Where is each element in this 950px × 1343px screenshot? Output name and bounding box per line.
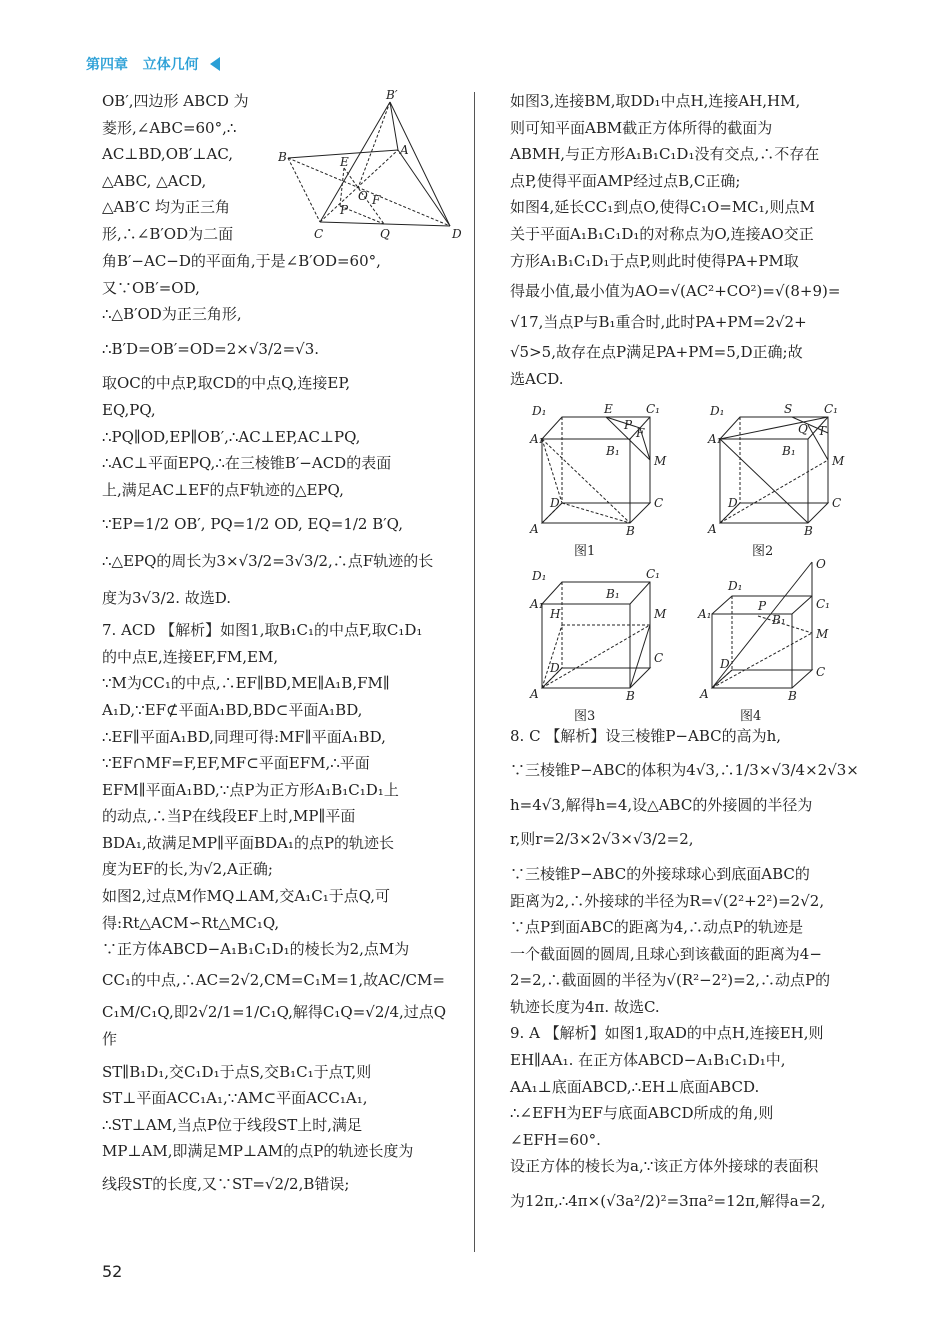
chapter-title: 立体几何 <box>142 57 199 73</box>
svg-text:D: D <box>720 656 730 671</box>
question-8-line <box>510 723 868 750</box>
text-line: ∴△EPQ的周长为3×√3/2=3√3/2,∴点F轨迹的长 <box>102 551 434 570</box>
svg-text:C: C <box>654 495 664 510</box>
svg-text:A₁: A₁ <box>698 606 712 621</box>
chapter-header <box>86 54 220 74</box>
figure-4 <box>697 557 830 723</box>
svg-text:A: A <box>530 521 539 536</box>
svg-text:A: A <box>700 686 709 701</box>
svg-text:B: B <box>788 688 797 703</box>
text-line: ∴∠EFH为EF与底面ABCD所成的角,则 <box>510 1104 774 1123</box>
text-line: 菱形,∠ABC=60°,∴ <box>102 118 237 137</box>
svg-text:D: D <box>728 495 738 510</box>
text-line: ∴PQ∥OD,EP∥OB′,∴AC⊥EP,AC⊥PQ, <box>102 427 361 446</box>
svg-text:E: E <box>340 155 349 169</box>
svg-text:C: C <box>816 664 826 679</box>
svg-text:B₁: B₁ <box>772 612 786 627</box>
text-line: ∵EF∩MF=F,EF,MF⊂平面EFM,∴平面 <box>102 754 370 773</box>
svg-text:D: D <box>452 227 462 241</box>
figure-2 <box>707 402 845 559</box>
text-line: C₁M/C₁Q,即2√2/1=1/C₁Q,解得C₁Q=√2/4,过点Q作 <box>102 1003 447 1049</box>
svg-text:O: O <box>816 556 826 571</box>
text-line: AA₁⊥底面ABCD,∴EH⊥底面ABCD. <box>510 1077 760 1096</box>
text-line: 关于平面A₁B₁C₁D₁的对称点为O,连接AO交正 <box>510 224 814 243</box>
text-line: 轨迹长度为4π. 故选C. <box>510 997 660 1016</box>
text-line: ∠EFH=60°. <box>510 1130 601 1149</box>
svg-text:Q: Q <box>380 227 390 241</box>
svg-text:C₁: C₁ <box>824 401 838 416</box>
text-line: h=4√3,解得h=4,设△ABC的外接圆的半径为 <box>510 795 813 814</box>
text-line: √5>5,故存在点P满足PA+PM=5,D正确;故 <box>510 343 803 362</box>
text-line: 取OC的中点P,取CD的中点Q,连接EP, <box>102 374 351 393</box>
left-column <box>102 88 462 1204</box>
text-line: 如图2,过点M作MQ⊥AM,交A₁C₁于点Q,可 <box>102 887 391 906</box>
svg-text:B′: B′ <box>386 88 398 102</box>
text-line: ABMH,与正方形A₁B₁C₁D₁没有交点,∴不存在 <box>510 145 820 164</box>
svg-text:C₁: C₁ <box>646 401 660 416</box>
text-line: ∵三棱锥P−ABC的体积为4√3,∴1/3×√3/4×2√3× <box>510 761 859 780</box>
text-line: 方形A₁B₁C₁D₁于点P,则此时使得PA+PM取 <box>510 251 799 270</box>
svg-text:A: A <box>708 521 717 536</box>
text-line: ∴B′D=OB′=OD=2×√3/2=√3. <box>102 339 320 358</box>
svg-text:A₁: A₁ <box>530 596 544 611</box>
svg-text:Q: Q <box>798 421 808 436</box>
text-line: BDA₁,故满足MP∥平面BDA₁的点P的轨迹长 <box>102 833 395 852</box>
text-line: MP⊥AM,即满足MP⊥AM的点P的轨迹长度为 <box>102 1142 414 1161</box>
text-line: 选ACD. <box>510 369 564 388</box>
text-line: ∴AC⊥平面EPQ,∴在三棱锥B′−ACD的表面 <box>102 454 392 473</box>
svg-text:C₁: C₁ <box>816 596 830 611</box>
text-line: OB′,四边形 ABCD 为 <box>102 92 249 110</box>
text-line: 距离为2,∴外接球的半径为R=√(2²+2²)=2√2, <box>510 891 825 910</box>
svg-text:A: A <box>400 143 409 157</box>
svg-text:A₁: A₁ <box>530 431 544 446</box>
text-line: △ABC, △ACD, <box>102 171 207 190</box>
text-line: ST∥B₁D₁,交C₁D₁于点S,交B₁C₁于点T,则 <box>102 1062 372 1081</box>
text-line: 如图4,延长CC₁到点O,使得C₁O=MC₁,则点M <box>510 198 815 217</box>
chapter-number: 第四章 <box>86 57 128 73</box>
text-line: 9. A 【解析】如图1,取AD的中点H,连接EH,则 <box>510 1024 824 1043</box>
column-divider <box>474 92 475 1252</box>
figure-2-caption: 图2 <box>752 543 774 559</box>
text-line: CC₁的中点,∴AC=2√2,CM=C₁M=1,故AC/CM= <box>102 970 445 989</box>
svg-text:H: H <box>550 606 561 621</box>
text-line: √17,当点P与B₁重合时,此时PA+PM=2√2+ <box>510 312 807 331</box>
figure-3-caption: 图3 <box>574 708 596 723</box>
svg-text:D₁: D₁ <box>532 403 547 418</box>
svg-text:F: F <box>372 193 381 207</box>
text-line: 则可知平面ABM截正方体所得的截面为 <box>510 118 773 137</box>
text-line: ∵正方体ABCD−A₁B₁C₁D₁的棱长为2,点M为 <box>102 940 410 959</box>
page-number: 52 <box>102 1262 123 1281</box>
text-line: 一个截面圆的圆周,且球心到该截面的距离为4− <box>510 944 822 963</box>
text-line: ∵三棱锥P−ABC的外接球球心到底面ABC的 <box>510 864 810 883</box>
pyramid-figure <box>278 88 463 248</box>
svg-text:P: P <box>758 598 767 613</box>
text-line: 度为3√3/2. 故选D. <box>102 588 232 607</box>
text-line: 为12π,∴4π×(√3a²/2)²=3πa²=12π,解得a=2, <box>510 1192 826 1211</box>
svg-text:D: D <box>550 660 560 675</box>
question-7-line <box>102 617 458 644</box>
svg-text:P: P <box>340 203 349 217</box>
svg-text:B: B <box>804 523 813 538</box>
svg-text:B₁: B₁ <box>606 586 620 601</box>
svg-text:E: E <box>604 401 613 416</box>
text-line: r,则r=2/3×2√3×√3/2=2, <box>510 830 694 849</box>
figure-1 <box>529 402 667 559</box>
text-line: 又∵OB′=OD, <box>102 278 200 297</box>
svg-text:B₁: B₁ <box>782 443 796 458</box>
right-column <box>510 88 868 1223</box>
text-line: 点P,使得平面AMP经过点B,C正确; <box>510 171 741 190</box>
text-line: 如图3,连接BM,取DD₁中点H,连接AH,HM, <box>510 92 801 110</box>
svg-text:B: B <box>626 523 635 538</box>
svg-text:D: D <box>550 495 560 510</box>
svg-text:C: C <box>832 495 842 510</box>
text-line: 的动点,∴当P在线段EF上时,MP∥平面 <box>102 807 356 826</box>
text-line: 2=2,∴截面圆的半径为√(R²−2²)=2,∴动点P的 <box>510 971 831 990</box>
svg-text:S: S <box>784 401 793 416</box>
svg-text:F: F <box>636 425 645 440</box>
svg-text:B₁: B₁ <box>606 443 620 458</box>
text-line: 设正方体的棱长为a,∵该正方体外接球的表面积 <box>510 1157 819 1176</box>
text-line: △AB′C 均为正三角 <box>102 198 231 217</box>
svg-text:D₁: D₁ <box>710 403 725 418</box>
svg-text:P: P <box>624 417 633 432</box>
text-line: 7. ACD 【解析】如图1,取B₁C₁的中点F,取C₁D₁ <box>102 621 423 640</box>
text-line: ∴△B′OD为正三角形, <box>102 305 242 324</box>
svg-text:C: C <box>654 650 664 665</box>
text-line: 8. C 【解析】设三棱锥P−ABC的高为h, <box>510 726 782 745</box>
text-line: 角B′−AC−D的平面角,于是∠B′OD=60°, <box>102 252 381 270</box>
triangle-marker-icon <box>210 57 220 71</box>
text-line: 的中点E,连接EF,FM,EM, <box>102 647 279 666</box>
svg-text:O: O <box>358 189 368 203</box>
text-line: 形,∴∠B′OD为二面 <box>102 224 234 243</box>
svg-text:B: B <box>278 150 287 164</box>
text-line: 线段ST的长度,又∵ST=√2/2,B错误; <box>102 1175 350 1193</box>
text-line: 得最小值,最小值为AO=√(AC²+CO²)=√(8+9)= <box>510 282 841 301</box>
text-line: AC⊥BD,OB′⊥AC, <box>102 145 234 164</box>
text-line: ST⊥平面ACC₁A₁,∵AM⊂平面ACC₁A₁, <box>102 1089 368 1108</box>
svg-text:M: M <box>654 606 667 621</box>
figure-3 <box>529 567 667 723</box>
svg-text:B: B <box>626 688 635 703</box>
text-line: ∴ST⊥AM,当点P位于线段ST上时,满足 <box>102 1115 363 1134</box>
svg-text:A: A <box>530 686 539 701</box>
svg-text:C₁: C₁ <box>646 566 660 581</box>
svg-text:T: T <box>818 423 827 438</box>
question-9-line <box>510 1020 868 1047</box>
figure-1-caption: 图1 <box>574 543 596 559</box>
svg-text:M: M <box>832 453 845 468</box>
svg-text:D₁: D₁ <box>532 568 547 583</box>
text-line: EH∥AA₁. 在正方体ABCD−A₁B₁C₁D₁中, <box>510 1051 786 1070</box>
text-line: EFM∥平面A₁BD,∵点P为正方形A₁B₁C₁D₁上 <box>102 780 399 799</box>
svg-text:A₁: A₁ <box>708 431 722 446</box>
svg-text:M: M <box>654 453 667 468</box>
text-line: ∴EF∥平面A₁BD,同理可得:MF∥平面A₁BD, <box>102 727 386 746</box>
text-line: 上,满足AC⊥EF的点F轨迹的△EPQ, <box>102 480 344 499</box>
svg-text:C: C <box>314 227 324 241</box>
text-line: ∵M为CC₁的中点,∴EF∥BD,ME∥A₁B,FM∥ <box>102 674 390 693</box>
text-line: 得:Rt△ACM∽Rt△MC₁Q, <box>102 913 280 932</box>
text-line: 度为EF的长,为√2,A正确; <box>102 860 273 879</box>
figure-4-caption: 图4 <box>740 708 762 723</box>
text-line: EQ,PQ, <box>102 400 156 419</box>
svg-text:M: M <box>816 626 829 641</box>
cube-figures <box>510 393 868 723</box>
text-line: ∵EP=1/2 OB′, PQ=1/2 OD, EQ=1/2 B′Q, <box>102 515 403 534</box>
text-line: ∵点P到面ABC的距离为4,∴动点P的轨迹是 <box>510 918 804 937</box>
svg-text:D₁: D₁ <box>728 578 743 593</box>
text-line: A₁D,∵EF⊄平面A₁BD,BD⊂平面A₁BD, <box>102 700 363 719</box>
